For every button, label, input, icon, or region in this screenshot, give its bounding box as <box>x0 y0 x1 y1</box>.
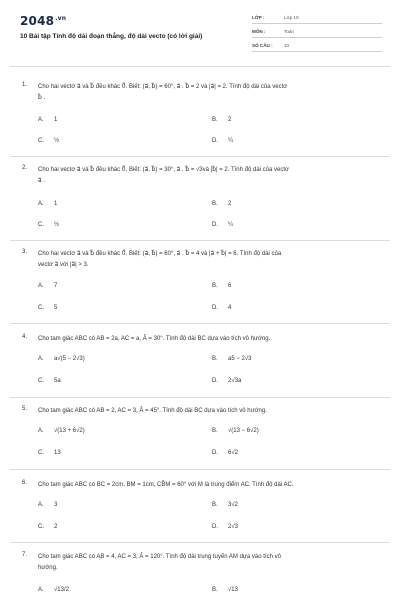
question-line: b⃗ . <box>38 95 46 101</box>
option-b[interactable] <box>212 201 231 207</box>
option-value: √13/2 <box>54 587 69 593</box>
question-number: 2. <box>22 165 28 171</box>
meta-label: MÔN : <box>252 29 266 34</box>
option-value: ¼ <box>228 222 234 228</box>
option-d[interactable] <box>212 524 238 530</box>
option-c[interactable] <box>38 450 61 456</box>
option-d[interactable] <box>212 450 238 456</box>
option-key: A. <box>38 502 44 508</box>
meta-value: Toán <box>284 29 294 34</box>
option-b[interactable] <box>212 587 238 593</box>
option-key: C. <box>38 305 44 311</box>
meta-value: Lớp 10 <box>284 15 299 20</box>
question-line: Cho hai vectơ a⃗ và b⃗ đều khác 0⃗. Biết: (a⃗, b⃗) = 60°, a⃗ . b⃗ = 4 và |a⃗ + b⃗| = 6. Tính độ dài của <box>38 251 282 257</box>
question-number: 4. <box>22 334 28 340</box>
option-value: √13 <box>228 587 238 593</box>
option-c[interactable] <box>38 138 59 144</box>
option-key: C. <box>38 138 44 144</box>
option-key: A. <box>38 587 44 593</box>
option-value: ½ <box>54 222 60 228</box>
header-divider <box>10 66 390 67</box>
option-value: ¼ <box>228 138 234 144</box>
option-a[interactable] <box>38 356 85 362</box>
option-key: A. <box>38 283 44 289</box>
option-value: 5 <box>54 305 58 311</box>
question-number: 7. <box>22 552 28 558</box>
meta-label: LỚP : <box>252 15 265 20</box>
option-value: 2 <box>228 201 232 207</box>
question-line: Cho tam giác ABC có AB = 2, AC = 3, Â = 45°. Tính độ dài BC dựa vào tích vô hướng. <box>38 408 267 414</box>
meta-value: 10 <box>284 43 290 48</box>
question-text <box>38 552 383 574</box>
option-value: 2 <box>228 117 232 123</box>
option-key: C. <box>38 524 44 530</box>
option-value: √(13 − 6√2) <box>228 428 259 434</box>
question-line: Cho hai vectơ a⃗ và b⃗ đều khác 0⃗. Biết: (a⃗, b⃗) = 30°, a⃗ . b⃗ = √3và |b⃗| = 2. Tính độ dài của vectơ <box>38 167 289 173</box>
question-line: Cho hai vectơ a⃗ và b⃗ đều khác 0⃗. Biết: (a⃗, b⃗) = 60°, a⃗ . b⃗ = 2 và |a⃗| = 2. Tính độ dài của vectơ <box>38 84 288 90</box>
option-value: 3√2 <box>228 502 238 508</box>
page-header <box>0 0 400 62</box>
option-key: D. <box>212 222 218 228</box>
option-a[interactable] <box>38 201 57 207</box>
meta-label: SỐ CÂU : <box>252 43 273 48</box>
option-b[interactable] <box>212 356 251 362</box>
question-line: Cho tam giác ABC có BC = 2cm, BM = 1cm, CB̂M = 60° với M là trung điểm AC. Tính độ dài AC. <box>38 482 294 488</box>
question-divider <box>10 469 390 470</box>
question-divider <box>10 542 390 543</box>
option-d[interactable] <box>212 138 233 144</box>
option-value: 1 <box>54 201 58 207</box>
option-a[interactable] <box>38 502 57 508</box>
option-key: D. <box>212 305 218 311</box>
option-a[interactable] <box>38 283 57 289</box>
option-value: 3 <box>54 502 58 508</box>
question-number: 5. <box>22 406 28 412</box>
question-line: Cho tam giác ABC có AB = 2a, AC = a, Â = 30°. Tính độ dài BC dựa vào tích vô hướng. <box>38 336 271 342</box>
option-key: C. <box>38 222 44 228</box>
document-title: 10 Bài tập Tính độ dài đoạn thẳng, độ dài vecto (có lời giải) <box>20 33 203 40</box>
option-c[interactable] <box>38 222 59 228</box>
option-value: 13 <box>54 450 61 456</box>
option-key: A. <box>38 117 44 123</box>
option-key: B. <box>212 283 218 289</box>
option-key: B. <box>212 587 218 593</box>
meta-table <box>252 12 382 54</box>
option-d[interactable] <box>212 305 231 311</box>
question-text <box>38 249 383 271</box>
question-line: vectơ a⃗ với |a⃗| > 3. <box>38 262 89 268</box>
option-value: 6√2 <box>228 450 238 456</box>
option-key: D. <box>212 378 218 384</box>
question-text <box>38 82 383 104</box>
option-key: D. <box>212 524 218 530</box>
option-key: A. <box>38 356 44 362</box>
option-a[interactable] <box>38 587 69 593</box>
question-text <box>38 334 383 345</box>
question-line: Cho tam giác ABC có AB = 4, AC = 3, Â = 120°. Tính độ dài trung tuyến AM dựa vào tích vô <box>38 554 281 560</box>
question-divider <box>10 240 390 241</box>
question-number: 3. <box>22 249 28 255</box>
question-text <box>38 406 383 417</box>
option-key: B. <box>212 201 218 207</box>
option-value: 1 <box>54 117 58 123</box>
option-value: a√(5 − 2√3) <box>54 356 85 362</box>
option-d[interactable] <box>212 222 233 228</box>
question-number: 1. <box>22 82 28 88</box>
option-c[interactable] <box>38 378 61 384</box>
option-c[interactable] <box>38 305 57 311</box>
option-value: 2√3 <box>228 524 238 530</box>
option-b[interactable] <box>212 117 231 123</box>
question-divider <box>10 156 390 157</box>
brand-suffix: .vn <box>55 15 67 22</box>
option-value: a5 − 2√3 <box>228 356 252 362</box>
option-value: 5a <box>54 378 61 384</box>
question-line: a⃗ . <box>38 178 46 184</box>
option-b[interactable] <box>212 502 238 508</box>
question-text <box>38 480 383 491</box>
option-key: D. <box>212 138 218 144</box>
option-key: C. <box>38 378 44 384</box>
meta-row-class <box>252 12 382 26</box>
option-key: A. <box>38 428 44 434</box>
option-key: D. <box>212 450 218 456</box>
option-c[interactable] <box>38 524 57 530</box>
option-d[interactable] <box>212 378 241 384</box>
brand-logo[interactable] <box>20 14 66 28</box>
option-value: 2√3a <box>228 378 242 384</box>
option-value: 4 <box>228 305 232 311</box>
question-text <box>38 165 383 187</box>
option-b[interactable] <box>212 428 259 434</box>
option-key: C. <box>38 450 44 456</box>
option-value: 7 <box>54 283 58 289</box>
question-divider <box>10 323 390 324</box>
option-value: 2 <box>54 524 58 530</box>
option-key: B. <box>212 502 218 508</box>
option-a[interactable] <box>38 117 57 123</box>
option-b[interactable] <box>212 283 231 289</box>
question-line: hướng. <box>38 565 58 571</box>
question-number: 6. <box>22 480 28 486</box>
option-key: B. <box>212 117 218 123</box>
question-divider <box>10 397 390 398</box>
meta-row-count <box>252 40 382 54</box>
option-key: A. <box>38 201 44 207</box>
option-value: 6 <box>228 283 232 289</box>
option-value: √(13 + 6√2) <box>54 428 85 434</box>
option-key: B. <box>212 428 218 434</box>
brand-name: 2048 <box>20 14 55 28</box>
option-a[interactable] <box>38 428 85 434</box>
meta-row-subject <box>252 26 382 40</box>
option-value: ½ <box>54 138 60 144</box>
option-key: B. <box>212 356 218 362</box>
